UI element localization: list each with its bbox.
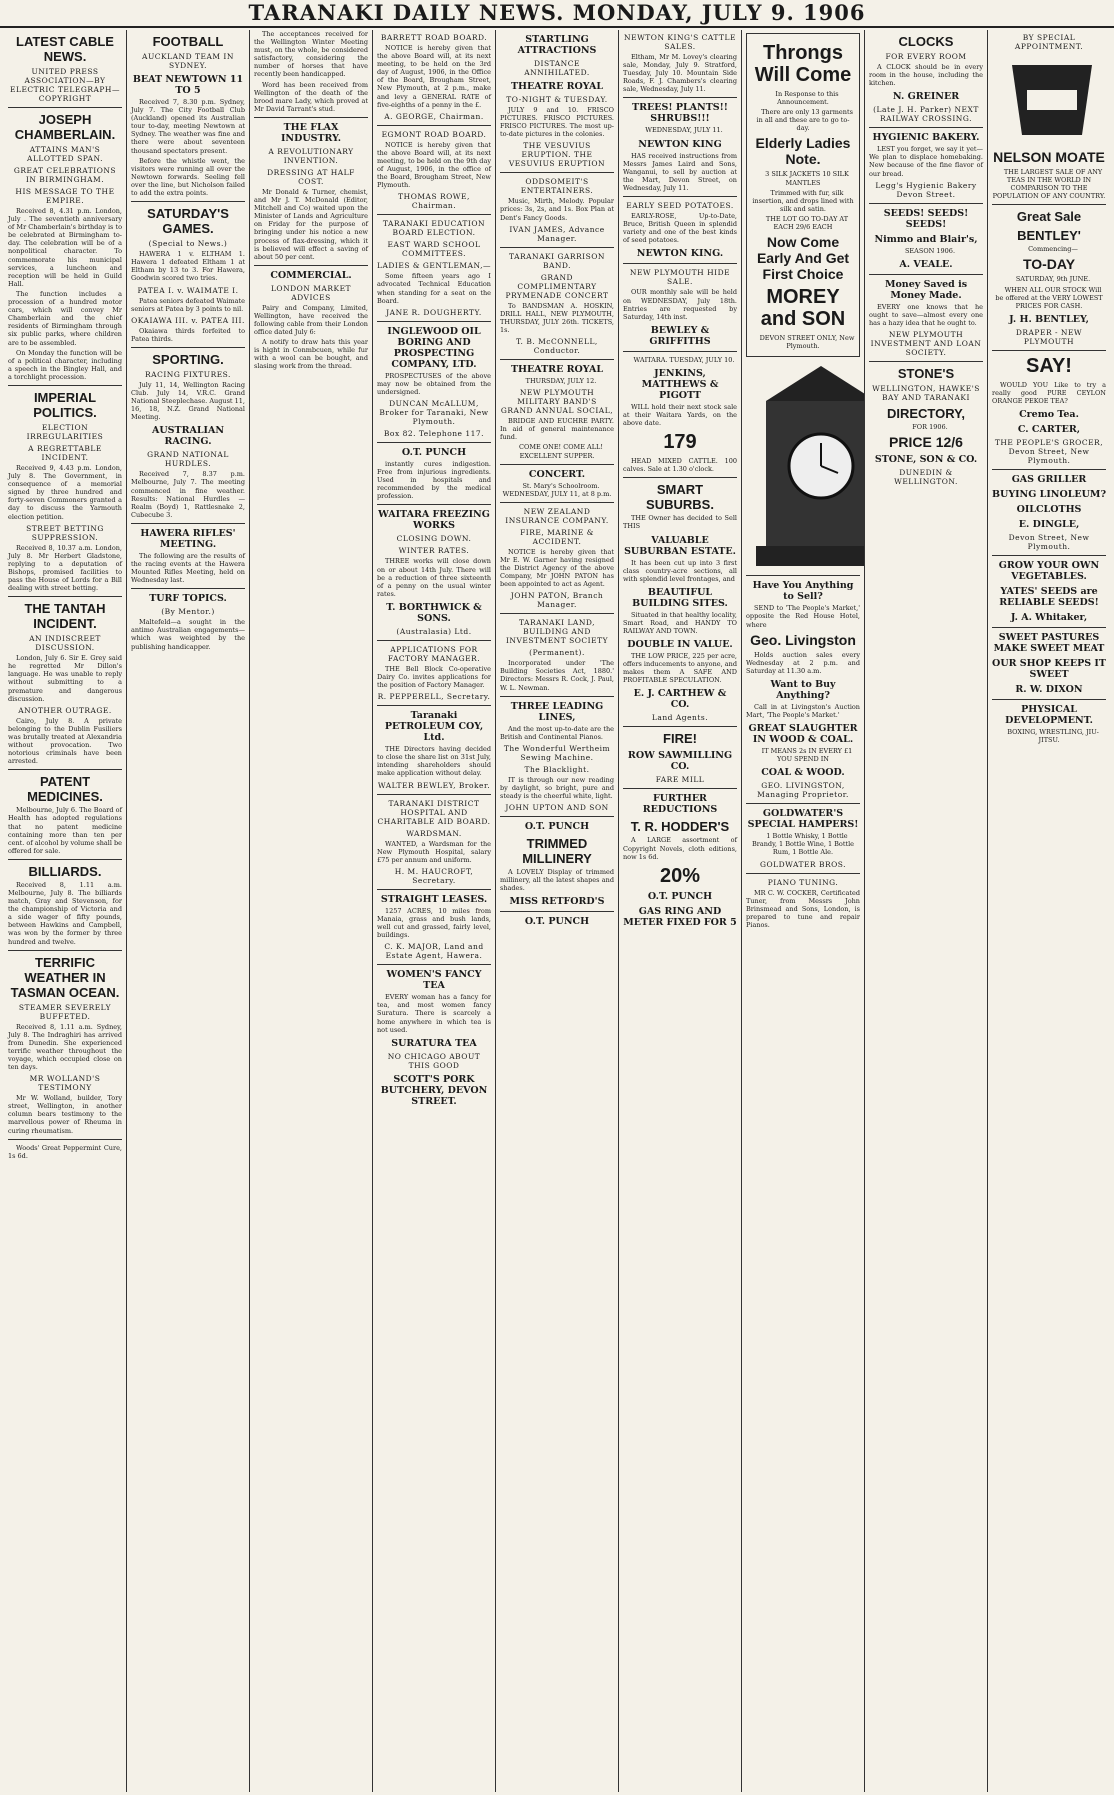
ad-signature: JOHN PATON, Branch Manager.	[510, 591, 604, 610]
ad-headline: Elderly Ladies Note.	[755, 135, 851, 168]
subhead: A REGRETTABLE INCIDENT.	[28, 443, 102, 462]
ad-signature: JOHN UPTON AND SON	[505, 803, 609, 813]
ad-subhead: (Permanent).	[529, 648, 585, 658]
subhead: HIS MESSAGE TO THE EMPIRE.	[15, 187, 115, 205]
ad-subhead: DUNEDIN & WELLINGTON.	[894, 468, 958, 487]
ad-subhead: CLOSING DOWN.	[396, 534, 472, 544]
article-text: Received 7, 8.30 p.m. Sydney, July 7. The City Football Club (Auckland) opened its Australian tour to-day, meeting Newtown at Sydney. The weather was fine and there were about seventeen thousand spectators present.	[131, 98, 245, 155]
ad-brand: NELSON MOATE	[993, 149, 1105, 165]
ad-big-number: 20%	[659, 864, 701, 887]
article-text: July 11, 14, Wellington Racing Club. July 14, V.R.C. Grand National Steeplechase. August 11, 16, 18, N.Z. Grand National Meeting.	[131, 380, 245, 422]
ad-heading: Nimmo and Blair's,	[874, 233, 978, 245]
ad-heading: Want to Buy Anything?	[770, 678, 836, 701]
ad-text: SATURDAY, 9th JUNE.	[1015, 275, 1091, 284]
subhead: ANOTHER OUTRAGE.	[18, 705, 112, 715]
ad-heading: NEW PLYMOUTH INVESTMENT AND LOAN SOCIETY.	[870, 330, 982, 358]
ad-heading: STRAIGHT LEASES.	[380, 893, 488, 905]
ad-heading: BUYING LINOLEUM?	[992, 489, 1107, 501]
ad-text: A LOVELY Display of trimmed millinery, all the latest shapes and shades.	[500, 868, 614, 893]
ad-text: THE LOW PRICE, 225 per acre, offers inducements to anyone, and makes them A SAFE AND PROFITABLE SPECULATION.	[623, 652, 737, 685]
article-text: Received 7, 8.37 p.m. Melbourne, July 7. The meeting commenced in fine weather. Results: National Hurdles — Realm (Boyd) 1, Rattlesnake 2, Cubecube 3.	[131, 470, 245, 519]
subhead: PATEA I. v. WAIMATE I.	[137, 285, 239, 295]
ad-text: HEAD MIXED CATTLE. 100 calves. Sale at 1.30 o'clock.	[623, 457, 737, 474]
ad-heading: TARANAKI GARRISON BAND.	[508, 251, 605, 270]
ad-heading: O.T. PUNCH	[524, 916, 590, 928]
ad-subhead: Devon Street, New Plymouth.	[1008, 533, 1090, 552]
ad-heading: SURATURA TEA	[391, 1037, 477, 1049]
headline: HAWERA RIFLES' MEETING.	[140, 527, 236, 550]
ad-text: OUR monthly sale will be held on WEDNESDAY, July 18th. Entries are requested by Saturday, 14th inst.	[623, 288, 737, 321]
ad-text: PROSPECTUSES of the above may now be obtained from the undersigned.	[377, 371, 491, 396]
ad-text: St. Mary's Schoolroom. WEDNESDAY, JULY 11, at 8 p.m.	[502, 481, 612, 498]
ad-signature: GEO. LIVINGSTON, Managing Proprietor.	[757, 781, 849, 800]
ad-heading: Money Saved is Money Made.	[884, 278, 968, 301]
ad-text: NOTICE is hereby given that the above Board will, at its next meeting, to be held on the 9th day of August, 1906, in the office of the Board, Brougham Street, New Plymouth.	[377, 140, 491, 190]
article-text: Maltefeld—a sought in the antimo Australian engagements—which was weighted by the publishing handicapper.	[131, 618, 245, 651]
ad-subhead: BEAUTIFUL BUILDING SITES.	[632, 586, 728, 609]
ad-heading: TARANAKI DISTRICT HOSPITAL AND CHARITABLE AID BOARD.	[377, 798, 491, 826]
ad-heading: DIRECTORY,	[886, 406, 965, 422]
ad-text: BRIDGE AND EUCHRE PARTY. In aid of general maintenance fund.	[500, 417, 614, 442]
ad-heading: WAITARA FREEZING WORKS	[378, 509, 490, 532]
column-3	[250, 30, 373, 1792]
ad-subhead: EAST WARD SCHOOL COMMITTEES.	[387, 240, 481, 259]
ad-heading: NEWTON KING	[638, 138, 722, 150]
ad-signature: MISS RETFORD'S	[509, 896, 605, 908]
ad-signature: T. B. McCONNELL, Conductor.	[516, 337, 598, 356]
ad-heading: GOLDWATER'S SPECIAL HAMPERS!	[747, 808, 859, 831]
ad-heading: BEWLEY & GRIFFITHS	[649, 324, 711, 347]
ad-heading: APPLICATIONS FOR FACTORY MANAGER.	[387, 644, 481, 663]
ad-heading: O.T. PUNCH	[401, 446, 467, 458]
ad-text: It has been cut up into 3 first class country-acre sections, all with splendid level frontages, and	[623, 558, 737, 583]
ad-text: EVERY woman has a fancy for tea, and most women fancy Suratura. There is scarcely a home anywhere in which tea is not used.	[377, 993, 491, 1034]
ad-subhead: FIRE, MARINE & ACCIDENT.	[520, 527, 594, 546]
article-text: A notify to draw hats this year is hight in Conmbcuen, while fur with a wool can be bought, and slasing work from the thread.	[254, 338, 368, 371]
ad-headline: TO-DAY	[1022, 256, 1076, 273]
ad-heading: E. J. CARTHEW & CO.	[633, 688, 727, 711]
ad-heading: T. BORTHWICK & SONS.	[386, 601, 482, 624]
article-text: HAWERA 1 v. ELTHAM 1. Hawera 1 defeated Eltham 1 at Eltham by 13 to 3. For Hawera, Goodwin scored two tries.	[131, 250, 245, 283]
ad-heading: GROW YOUR OWN VEGETABLES.	[998, 560, 1100, 583]
ad-signature: H. M. HAUCROFT, Secretary.	[394, 866, 474, 885]
ad-text: Incorporated under 'The Building Societies Act, 1880.' Directors: Messrs R. Cock, J. Paul, W. L. Newman.	[500, 659, 614, 692]
headline: TERRIFIC WEATHER IN TASMAN OCEAN.	[10, 954, 120, 1000]
headline: THE FLAX INDUSTRY.	[280, 121, 342, 144]
ad-heading: STONE, SON & CO.	[874, 454, 978, 466]
headline: SPORTING.	[152, 351, 224, 367]
ad-text: COME ONE! COME ALL! EXCELLENT SUPPER.	[519, 443, 603, 460]
ad-signature: A. GEORGE, Chairman.	[384, 111, 484, 121]
ad-heading: CLOCKS	[898, 34, 954, 49]
ad-subhead: BY SPECIAL APPOINTMENT.	[1014, 33, 1084, 51]
ad-heading: OILCLOTHS	[1016, 504, 1082, 516]
ad-big-number: 179	[663, 431, 697, 454]
ad-text: WEDNESDAY, JULY 11.	[645, 126, 723, 135]
article-text: Pairy and Company, Limited, Wellington, have received the following cable from their London office dated July 6:	[254, 303, 368, 337]
ad-signature: GOLDWATER BROS.	[759, 859, 847, 869]
subhead: RACING FIXTURES.	[145, 369, 231, 379]
headline: THE TANTAH INCIDENT.	[24, 601, 106, 632]
ad-subhead: WELLINGTON, HAWKE'S BAY AND TARANAKI	[872, 384, 980, 403]
ad-subhead: FARE MILL	[655, 775, 705, 785]
ad-heading: CONCERT.	[528, 468, 586, 480]
subhead: GRAND NATIONAL HURDLES.	[147, 450, 229, 469]
clock-icon	[746, 361, 865, 571]
ad-headline: SAY!	[1026, 354, 1072, 377]
ad-text: WANTED, a Wardsman for the New Plymouth Hospital, salary £75 per annum and uniform.	[377, 839, 491, 864]
ad-subhead: The Wonderful Wertheim Sewing Machine.	[503, 743, 611, 762]
ad-text: THE Bell Block Co-operative Dairy Co. invites applications for the position of Factory Manager.	[377, 664, 491, 690]
subhead: AUCKLAND TEAM IN SYDNEY.	[142, 52, 234, 70]
ad-heading: WOMEN'S FANCY TEA	[386, 969, 482, 992]
ad-subhead: GRAND COMPLIMENTARY PRYMENADE CONCERT	[505, 272, 609, 300]
ad-heading: INGLEWOOD OIL BORING AND PROSPECTING COMPANY, LTD.	[387, 325, 481, 370]
headline: PATENT MEDICINES.	[27, 774, 103, 805]
ad-text: THE LARGEST SALE OF ANY TEAS IN THE WORLD IN COMPARISON TO THE POPULATION OF ANY COUNTRY.	[992, 168, 1106, 201]
article-text: Woods' Great Peppermint Cure, 1s 6d.	[8, 1143, 122, 1160]
ad-heading: SCOTT'S PORK BUTCHERY, DEVON STREET.	[380, 1073, 488, 1107]
article-text: Cairo, July 8. A private belonging to the Dublin Fusiliers was brutally treated at Alexandria without provocation. Two notorious criminals have been arrested.	[8, 716, 122, 766]
ad-headline: Geo. Livingston	[750, 631, 856, 648]
ad-heading: J. H. BENTLEY,	[1009, 313, 1089, 325]
ad-text: NOTICE is hereby given that Mr E. W. Garner having resigned the District Agency of the above Company, Mr JOHN PATON has been appointed to act as Agent.	[500, 547, 614, 589]
article-text: Received 8, 10.37 a.m. London, July 8. Mr Herbert Gladstone, replying to a deputation of Bishops, promised facilities to pass the House of Lords for a Bill dealing with street betting.	[8, 543, 122, 593]
newspaper-columns	[4, 30, 1110, 1792]
article-text: Received 8, 1.11 a.m. Melbourne, July 8. The billiards match, Gray and Stevenson, for the championship of Victoria and a side wager of fifty pounds, between Hawkins and Campbell, was won by the former by three hundred and twelve.	[8, 880, 122, 946]
ad-heading: TRIMMED MILLINERY	[522, 836, 592, 867]
ad-signature: C. K. MAJOR, Land and Estate Agent, Hawera.	[384, 942, 484, 961]
ad-heading: GAS GRILLER	[1011, 474, 1087, 486]
ad-heading: DOUBLE IN VALUE.	[627, 639, 733, 651]
ad-heading: OUR SHOP KEEPS IT SWEET	[992, 658, 1106, 681]
ad-text: A LARGE assortment of Copyright Novels, cloth editions, now 1s 6d.	[623, 836, 737, 861]
headline: COMMERCIAL.	[270, 269, 352, 281]
subhead: ELECTION IRREGULARITIES	[26, 422, 104, 441]
headline: FOOTBALL	[152, 34, 224, 49]
ad-contact: Box 82. Telephone 117.	[383, 428, 485, 438]
ad-text: THE LOT GO TO-DAY AT EACH 29/6 EACH	[765, 214, 849, 232]
article-text: On Monday the function will be of a political character, including a speech in the Bingley Hall, and a torchlight procession.	[8, 348, 122, 381]
column-1	[4, 30, 127, 1792]
ad-heading: THEATRE ROYAL	[510, 81, 604, 92]
ad-heading: J. A. Whitaker,	[1010, 612, 1088, 624]
ad-text: WOULD YOU Like to try a really good PURE CEYLON ORANGE PEKOE TEA?	[992, 380, 1106, 406]
ad-heading: VALUABLE SUBURBAN ESTATE.	[624, 534, 736, 557]
ad-text: And the most up-to-date are the British and Continental Pianos.	[500, 724, 614, 741]
ad-heading: R. W. DIXON	[1015, 684, 1083, 696]
ad-text: WAITARA. TUESDAY, JULY 10.	[633, 355, 735, 364]
ad-text: A CLOCK should be in every room in the house, including the kitchen.	[869, 63, 983, 88]
ad-heading: TARANAKI LAND, BUILDING AND INVESTMENT SOCIETY	[505, 618, 609, 646]
ad-text: THE Owner has decided to Sell THIS	[623, 514, 737, 531]
ad-subhead: THE PEOPLE'S GROCER, Devon Street, New Plymouth.	[994, 438, 1104, 466]
headline: JOSEPH CHAMBERLAIN.	[14, 112, 116, 142]
ad-brand: MOREY and SON	[760, 286, 846, 331]
article-text: The acceptances received for the Wellington Winter Meeting must, on the whole, be considered satisfactory, considering the number of horses that have recently been handicapped.	[254, 30, 368, 79]
subhead: BEAT NEWTOWN 11 TO 5	[132, 74, 244, 96]
article-text: Before the whistle went, the visitors were running all over the Newtown forwards. Seeling fell over the line, but Nicholson failed to add the extra points.	[131, 156, 245, 198]
ad-text: Some fifteen years ago I advocated Technical Education when standing for a seat on the Board.	[377, 272, 491, 305]
ad-text: EVERY one knows that he ought to save—almost every one has a hazy idea that he ought to.	[869, 302, 983, 327]
ad-text: DEVON STREET ONLY, New Plymouth.	[759, 334, 855, 351]
ad-heading: PIANO TUNING.	[767, 877, 839, 887]
ad-heading: C. CARTER,	[1017, 424, 1081, 436]
ad-text: Commencing—	[1028, 245, 1078, 254]
ad-text: NOTICE is hereby given that the above Board will, at its next meeting, to be held on the 3rd day of August, 1906, in the Office of the Board, Brougham Street, New Plymouth, at 2 p.m., make and levy a GENERAL RATE of five-eighths of a penny in the £.	[377, 44, 491, 109]
ad-text: WILL hold their next stock sale at their Waitara Yards, on the above date.	[623, 402, 737, 428]
ad-heading: BARRETT ROAD BOARD.	[380, 33, 488, 42]
ad-heading: TREES! PLANTS!! SHRUBS!!!	[632, 102, 728, 125]
column-9	[988, 30, 1110, 1792]
ad-heading: NEWTON KING'S CATTLE SALES.	[624, 33, 736, 51]
ad-heading: N. GREINER	[892, 91, 960, 103]
ad-text: FOR 1906.	[912, 423, 948, 432]
ad-subhead: DISTANCE ANNIHILATED.	[524, 59, 590, 77]
ad-text: Trimmed with fur, silk insertion, and drops lined with silk and satin.	[752, 188, 854, 213]
ad-subhead: THE VESUVIUS ERUPTION. THE VESUVIUS ERUPTION	[508, 141, 606, 169]
ad-heading: HYGIENIC BAKERY.	[872, 132, 980, 144]
column-5	[496, 30, 619, 1792]
ad-text: MR C. W. COCKER, Certificated Tuner, from Messrs John Brinsmead and Sons, London, is prepared to tune and repair Pianos.	[746, 888, 860, 929]
article-text: Received 9, 4.43 p.m. London, July 8. The Government, in consequence of a memorial signed by three hundred and forty-seven Commoners granted a day to discuss the Yarmouth election petition.	[8, 463, 122, 521]
ad-heading: YATES' SEEDS are RELIABLE SEEDS!	[999, 586, 1099, 609]
ad-subhead: FOR EVERY ROOM	[885, 52, 967, 61]
ad-price: PRICE 12/6	[889, 434, 963, 451]
ad-heading: NEW PLYMOUTH HIDE SALE.	[629, 268, 731, 287]
ad-signature: A. VEALE.	[899, 258, 953, 270]
ad-signature: DUNCAN McALLUM, Broker for Taranaki, New Plymouth.	[379, 398, 489, 426]
ad-heading: SMART SUBURBS.	[646, 482, 714, 513]
ad-heading: TARANAKI EDUCATION BOARD ELECTION.	[382, 219, 486, 238]
ad-text: Eltham, Mr M. Lovey's clearing sale, Monday, July 9. Stratford, Tuesday, July 10. Mountain Side Roads, F. J. Chambers's clearing sale, Wednesday, July 11.	[623, 53, 737, 94]
ad-signature: Legg's Hygienic Bakery Devon Street.	[875, 180, 977, 199]
ad-text: THREE works will close down on or about 14th July. There will be a reduction of three sixteenth of a penny on the usual winter rates.	[377, 557, 491, 598]
subhead: DRESSING AT HALF COST.	[267, 167, 355, 186]
tea-logo-icon	[992, 55, 1110, 145]
ad-text: SEASON 1906.	[904, 246, 956, 255]
ad-heading: COAL & WOOD.	[761, 767, 845, 779]
article-text: The function includes a procession of a hundred motor cars, which will convey Mr Chamberlain and the chief residents of Birmingham through six public parks, where children are to be assembled.	[8, 289, 122, 347]
ad-subhead: LADIES & GENTLEMAN,—	[377, 261, 491, 271]
headline: TURF TOPICS.	[149, 593, 227, 605]
article-text: Word has been received from Wellington of the death of the brood mare Lady, which proved at Mr David Tarrant's stud.	[254, 80, 368, 113]
ad-text: IT MEANS 2s IN EVERY £1 YOU SPEND IN	[761, 747, 853, 764]
ad-heading: THREE LEADING LINES,	[510, 700, 604, 723]
ad-text: To BANDSMAN A. HOSKIN, DRILL HALL, NEW PLYMOUTH, THURSDAY, JULY 26th. TICKETS, 1s.	[500, 301, 614, 334]
ad-subhead: (Australasia) Ltd.	[396, 626, 472, 636]
article-text: Patea seniors defeated Waimate seniors at Patea by 3 points to nil.	[131, 296, 245, 313]
ad-text: Music, Mirth, Melody. Popular prices: 3s, 2s, and 1s. Box Plan at Dent's Fancy Goods.	[500, 197, 614, 222]
ad-heading: E. DINGLE,	[1018, 519, 1080, 531]
ad-text: 3 SILK JACKETS 10 SILK MANTLES	[765, 170, 849, 187]
subhead: LONDON MARKET ADVICES	[270, 283, 352, 302]
article-text: Melbourne, July 6. The Board of Health has adopted regulations that no patent medicine containing more than ten per cent. of alcohol by volume shall be offered for sale.	[8, 806, 123, 855]
column-2	[127, 30, 250, 1792]
ad-heading: THEATRE ROYAL	[510, 364, 604, 376]
article-text: Mr W. Wolland, builder, Tory street, Wellington, in another column bears testimony to the marvellous power of Rheuma in curing rheumatism.	[8, 1094, 122, 1135]
headline: SATURDAY'S GAMES.	[147, 206, 229, 237]
ad-text: instantly cures indigestion. Free from injurious ingredients. Used in hospitals and recommended by the medical profession.	[377, 459, 491, 501]
ad-heading: NEWTON KING.	[636, 248, 724, 260]
ad-heading: STONE'S	[897, 366, 955, 382]
subhead: AN INDISCREET DISCUSSION.	[29, 634, 101, 653]
ad-text: HAS received instructions from Messrs James Laird and Sons, Wanganui, to sell by auction at the Mart, Devon Street, on Wednesday, July 11.	[623, 151, 737, 192]
clock-illustration	[746, 361, 865, 571]
ad-text: In Response to this Announcement.	[775, 90, 839, 107]
ad-signature: JANE R. DOUGHERTY.	[386, 307, 482, 317]
ad-heading: O.T. PUNCH	[647, 890, 713, 902]
ad-text: WHEN ALL OUR STOCK Will be offered at the VERY LOWEST PRICES FOR CASH.	[995, 285, 1103, 310]
subhead: MR WOLLAND'S TESTIMONY	[29, 1074, 101, 1093]
ad-heading: ROW SAWMILLING CO.	[627, 750, 733, 773]
ad-text: Situated in that healthy locality, Smart Road, and HANDY TO RAILWAY AND TOWN.	[623, 610, 737, 635]
ad-text: 1 Bottle Whisky, 1 Bottle Brandy, 1 Bottle Wine, 1 Bottle Rum, 1 Bottle Ale.	[751, 832, 854, 857]
ad-heading: EGMONT ROAD BOARD.	[381, 129, 487, 139]
ad-heading: GAS RING AND METER FIXED FOR 5	[623, 905, 737, 928]
ad-headline: Now Come Early And Get First Choice	[756, 234, 850, 283]
ad-text: BOXING, WRESTLING, JIU-JITSU.	[1007, 728, 1099, 745]
ad-subhead: Land Agents.	[651, 713, 709, 723]
ad-heading: STARTLING ATTRACTIONS	[517, 34, 597, 56]
ad-heading: T. R. HODDER'S	[630, 819, 730, 835]
ad-heading: Great Sale	[1016, 209, 1082, 225]
column-6	[619, 30, 742, 1792]
ad-headline: Throngs Will Come	[754, 42, 852, 86]
ad-heading: Cremo Tea.	[1019, 409, 1079, 421]
ad-signature: R. PEPPERELL, Secretary.	[377, 692, 491, 702]
ad-subhead: TO-NIGHT & TUESDAY.	[506, 95, 608, 104]
subhead: (Special to News.)	[148, 239, 228, 249]
ad-heading: NEW ZEALAND INSURANCE COMPANY.	[505, 506, 609, 525]
ad-text: JULY 9 and 10. FRISCO PICTURES. FRISCO PICTURES. FRISCO PICTURES. The most up-to-date pictures in the colonies.	[500, 106, 614, 139]
subhead: ATTAINS MAN'S ALLOTTED SPAN.	[27, 145, 103, 163]
article-text: The following are the results of the racing events at the Hawera Mounted Rifles Meeting, held on Wednesday last.	[131, 551, 245, 585]
ad-text: Holds auction sales every Wednesday at 2 p.m. and Saturday at 11.30 a.m.	[746, 650, 860, 675]
ad-heading: JENKINS, MATTHEWS & PIGOTT	[641, 367, 719, 401]
ad-text: EARLY-ROSE, Up-to-Date, Bruce, British Queen in splendid variety and one of the best kinds of seed potatoes.	[623, 212, 737, 245]
ad-text: LEST you forget, we say it yet—We plan to displace homebaking. New because of the fine flavor of our bread.	[869, 145, 983, 178]
ad-heading: Taranaki PETROLEUM COY, Ltd.	[384, 710, 484, 744]
ad-heading: BENTLEY'	[1017, 228, 1081, 244]
headline: LATEST CABLE NEWS.	[16, 34, 114, 64]
ad-signature: THOMAS ROWE, Chairman.	[398, 192, 470, 211]
ad-heading: O.T. PUNCH	[524, 821, 590, 833]
ad-signature: WALTER BEWLEY, Broker.	[377, 780, 491, 790]
ad-heading: EARLY SEED POTATOES.	[626, 201, 734, 211]
ad-subhead: The Blacklight.	[524, 764, 590, 774]
ad-subhead: DRAPER - NEW PLYMOUTH	[1015, 327, 1083, 346]
column-8	[865, 30, 988, 1792]
article-text: Received 8, 4.31 p.m. London, July . The seventieth anniversary of Mr Chamberlain's birthday is to be celebrated at Birmingham to-day. The celebration will be of a nonpolitical character. To commemorate his municipal services, a luncheon and reception will be held in Guild Hall.	[8, 207, 122, 288]
subhead: (By Mentor.)	[161, 607, 215, 617]
ad-heading: SEEDS! SEEDS! SEEDS!	[883, 207, 969, 230]
nelson-moate-logo	[992, 55, 1110, 145]
ad-text: 1257 ACRES, 10 miles from Manaia, grass and bush lands, well cut and grassed, fairly level, buildings.	[377, 906, 491, 940]
headline: AUSTRALIAN RACING.	[151, 425, 225, 448]
ad-subhead: WARDSMAN.	[406, 828, 462, 838]
ad-subhead: NO CHICAGO ABOUT THIS GOOD	[387, 1051, 481, 1070]
ad-heading: FURTHER REDUCTIONS	[642, 793, 718, 816]
subhead: STEAMER SEVERELY BUFFETED.	[18, 1002, 112, 1021]
ad-heading: PHYSICAL DEVELOPMENT.	[1005, 704, 1093, 727]
subhead: UNITED PRESS ASSOCIATION—BY ELECTRIC TELEGRAPH—COPYRIGHT	[10, 67, 120, 103]
ad-subhead: NEW PLYMOUTH MILITARY BAND'S GRAND ANNUAL SOCIAL,	[500, 388, 614, 416]
ad-subhead: (Late J. H. Parker) NEXT RAILWAY CROSSING.	[873, 105, 979, 124]
ad-text: THE Directors having decided to close the share list on 31st July, intending shareholders should make application without delay.	[377, 745, 491, 778]
article-text: Received 8, 1.11 a.m. Sydney, July 8. The Indraghiri has arrived from Dunedin. She experienced terrific weather throughout the voyage, which occupied close on ten days.	[8, 1022, 122, 1072]
article-text: Okaiawa thirds forfeited to Patea thirds.	[131, 326, 245, 343]
article-text: London, July 6. Sir E. Grey said he regretted Mr Dillon's language. He was unable to reply without submitting to a premature and dangerous discussion.	[8, 654, 122, 703]
ad-text: IT is through our new reading by daylight, so bright, pure and steady is the cheerful white, light.	[500, 775, 614, 800]
ad-heading: GREAT SLAUGHTER IN WOOD & COAL.	[748, 723, 858, 746]
ad-heading: FIRE!	[663, 731, 697, 747]
morey-ad	[746, 33, 860, 357]
ad-heading: ODDSOMEIT'S ENTERTAINERS.	[520, 177, 594, 196]
masthead: TARANAKI DAILY NEWS. MONDAY, JULY 9. 1906	[0, 0, 1114, 28]
ad-text: There are only 13 garments in all and these are to go to-day.	[756, 108, 853, 133]
headline: BILLIARDS.	[28, 863, 102, 879]
subhead: A REVOLUTIONARY INVENTION.	[268, 146, 354, 165]
ad-heading: Have You Anything to Sell?	[752, 580, 854, 603]
ad-text: Call in at Livingston's Auction Mart, 'The People's Market.'	[746, 702, 860, 719]
ad-text: SEND to 'The People's Market,' opposite the Red House Hotel, where	[746, 604, 860, 629]
ad-signature: IVAN JAMES, Advance Manager.	[509, 224, 605, 243]
subhead: STREET BETTING SUPPRESSION.	[26, 523, 104, 542]
subhead: OKAIAWA III. v. PATEA III.	[131, 315, 245, 325]
column-4	[373, 30, 496, 1792]
ad-heading: SWEET PASTURES MAKE SWEET MEAT	[993, 632, 1105, 655]
ad-subhead: WINTER RATES.	[398, 546, 470, 556]
column-7	[742, 30, 865, 1792]
article-text: Mr Donald & Turner, chemist, and Mr J. T. McDonald (Editor, Mitchell and Co) waited upon the Minister of Lands and Agriculture on Friday for the purpose of bringing under his notice a new process of flax-dressing, which it is believed will effect a saving of about 50 per cent.	[254, 187, 368, 261]
headline: IMPERIAL POLITICS.	[33, 389, 97, 420]
ad-text: THURSDAY, JULY 12.	[525, 377, 597, 386]
subhead: GREAT CELEBRATIONS IN BIRMINGHAM.	[13, 166, 117, 184]
